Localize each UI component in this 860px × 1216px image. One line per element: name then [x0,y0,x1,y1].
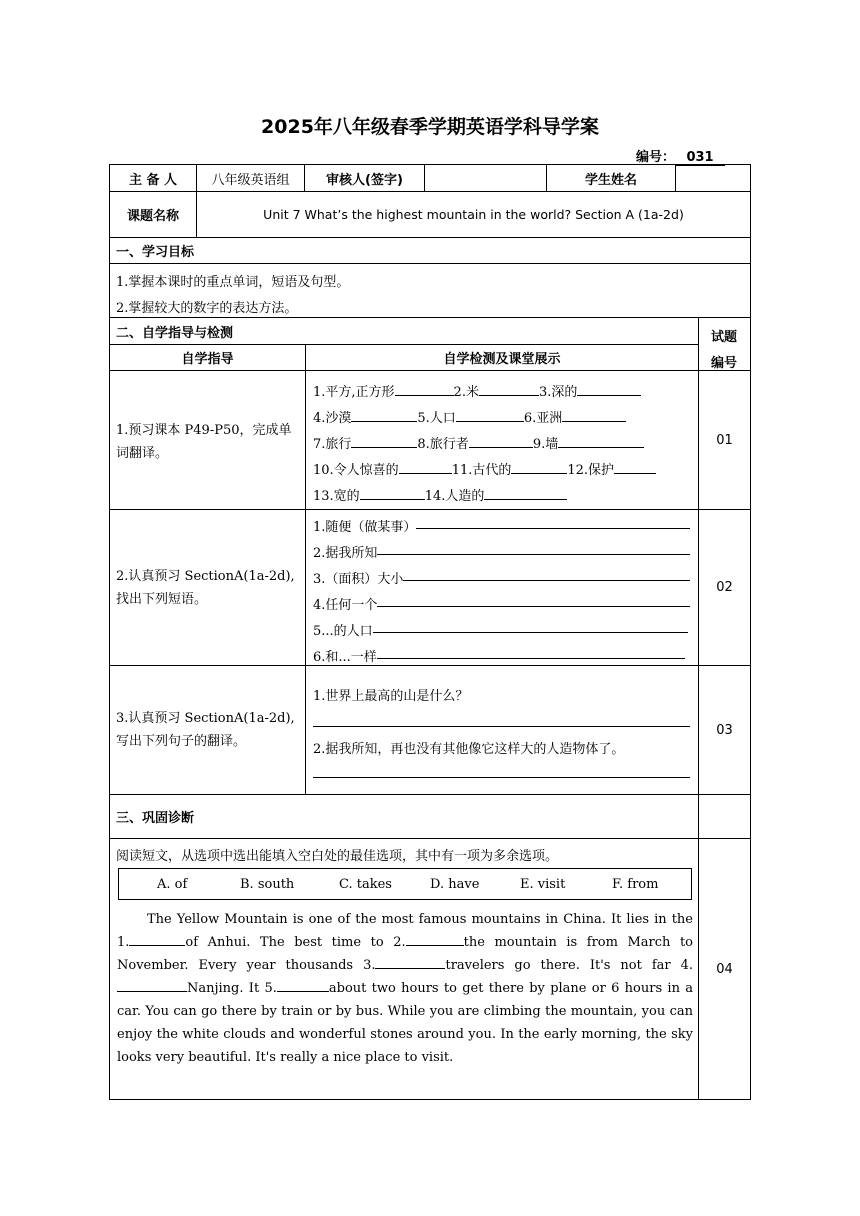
answer-blank[interactable] [360,487,425,500]
option-a: A. of [157,877,188,892]
answer-blank[interactable] [558,435,644,448]
goal-item-2: 2.掌握较大的数字的表达方法。 [116,301,298,316]
reading-instruction: 阅读短文，从选项中选出能填入空白处的最佳选项，其中有一项为多余选项。 [116,849,559,864]
answer-blank[interactable] [377,594,690,607]
guide-item-1: 1.预习课本 P49-P50，完成单词翻译。 [116,423,292,461]
answer-blank[interactable] [377,646,685,659]
option-e: E. visit [520,877,566,892]
answer-blank[interactable] [562,409,626,422]
phrase-line-2: 2.据我所知 [313,542,690,561]
phrase-line-4: 4.任何一个 [313,594,690,613]
answer-blank[interactable] [577,383,641,396]
vocab-line-3: 7.旅行 8.旅行者 9.墙 [313,433,644,452]
answer-blank[interactable] [456,409,524,422]
answer-blank[interactable] [351,435,417,448]
goals-heading: 一、学习目标 [116,245,195,260]
topic-label: 课题名称 [126,209,179,224]
reading-passage: The Yellow Mountain is one of the most famous mountains in China. It lies in the 1. of Anhui. The best time to 2. the mountain is from March to November. Every year thousands 3. travelers go there. It's not far 4.Nanjing. It 5. about two hours to get there by plane or 6 hours in a car. You can go there by train or by bus. While you are climbing the mountain, you can enjoy the white clouds and wonderful stones around you. In the early morning, the sky looks very beautiful. It's really a nice place to visit. [117,912,693,1065]
answer-blank[interactable] [614,461,656,474]
sentence-prompt-1: 1.世界上最高的山是什么？ [313,689,469,704]
topic-value: Unit 7 What’s the highest mountain in the world? Section A (1a-2d) [263,207,684,222]
passage-blank-1[interactable] [129,934,185,946]
consolidation-heading: 三、巩固诊断 [116,811,195,826]
serial-number-value: 031 [675,150,725,166]
page-title: 2025年八年级春季学期英语学科导学案 [261,116,599,138]
sentence-answer-line-2[interactable] [313,765,690,778]
passage-blank-5[interactable] [277,980,329,992]
answer-blank[interactable] [351,409,417,422]
question-number-02: 02 [716,580,733,595]
question-number-03: 03 [716,722,733,738]
passage-blank-3[interactable] [375,957,445,969]
phrase-line-3: 3.（面积）大小 [313,568,690,587]
answer-blank[interactable] [373,620,688,633]
question-number-label-2: 编号 [711,356,738,371]
phrase-line-5: 5...的人口 [313,620,688,639]
serial-number [636,146,725,166]
answer-blank[interactable] [511,461,567,474]
reviewer-signature-field[interactable] [425,165,546,191]
option-b: B. south [240,877,295,892]
phrase-line-6: 6.和...一样 [313,646,685,665]
guide-item-3: 3.认真预习 SectionA(1a-2d),写出下列句子的翻译。 [116,711,295,749]
question-number-label-1: 试题 [711,330,738,345]
answer-blank[interactable] [395,383,454,396]
vocab-line-1: 1.平方,正方形 2.米 3.深的 [313,381,641,400]
student-name-field[interactable] [676,165,750,191]
guide-item-2: 2.认真预习 SectionA(1a-2d),找出下列短语。 [116,569,295,607]
option-d: D. have [430,877,480,892]
sentence-prompt-2: 2.据我所知，再也没有其他像它这样大的人造物体了。 [313,742,625,757]
answer-blank[interactable] [377,542,690,555]
vocab-line-4: 10.令人惊喜的 11.古代的 12.保护 [313,459,656,478]
passage-blank-2[interactable] [406,934,464,946]
serial-number-label: 编号： [636,150,676,165]
answer-blank[interactable] [403,568,690,581]
question-number-01: 01 [716,432,733,448]
passage-blank-4[interactable] [117,980,187,992]
answer-blank[interactable] [399,461,452,474]
option-c: C. takes [339,877,392,892]
goal-item-1: 1.掌握本课时的重点单词，短语及句型。 [116,275,350,290]
answer-blank[interactable] [416,516,690,529]
preparer-label: 主 备 人 [128,172,178,188]
reviewer-label: 审核人(签字) [326,172,403,188]
phrase-line-1: 1.随便（做某事） [313,516,690,535]
answer-blank[interactable] [484,487,567,500]
answer-blank[interactable] [479,383,539,396]
guide-column-header: 自学指导 [181,352,234,367]
check-column-header: 自学检测及课堂展示 [443,352,561,367]
preparer-value: 八年级英语组 [211,172,290,188]
vocab-line-2: 4.沙漠 5.人口 6.亚洲 [313,407,626,426]
question-number-04: 04 [716,961,733,977]
options-box [118,868,692,900]
vocab-line-5: 13.宽的 14.人造的 [313,485,567,504]
option-f: F. from [612,877,659,892]
sentence-answer-line-1[interactable] [313,714,690,727]
student-name-label: 学生姓名 [584,172,637,188]
self-study-heading: 二、自学指导与检测 [116,325,234,341]
answer-blank[interactable] [469,435,533,448]
